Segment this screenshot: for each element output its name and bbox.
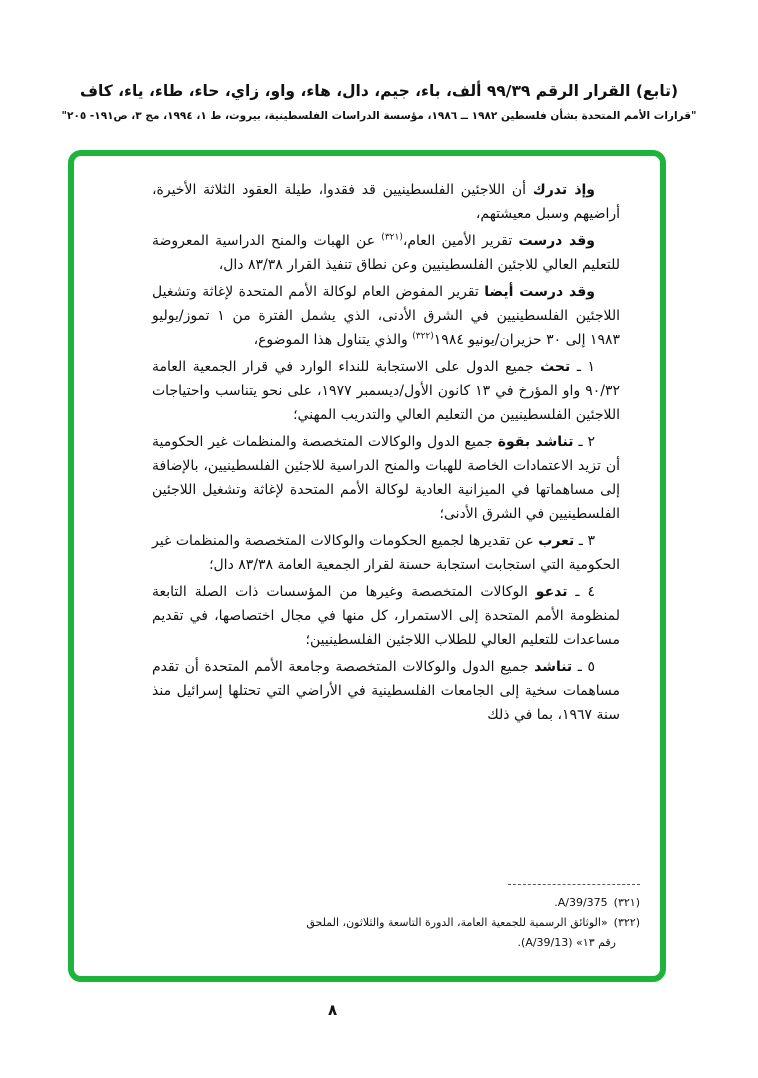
item-number: ٣ ـ (578, 533, 595, 549)
doc-header (0, 82, 758, 122)
paragraph-text: تقرير المفوض العام لوكالة الأمم المتحدة لإغاثة وتشغيل اللاجئين الفلسطينيين في الشرق الأدنى، الذي يشمل الفترة من ١ تموز/يوليو ١٩٨٣ إلى ٣٠ حزيران/يونيو ١٩٨٤ (152, 284, 620, 348)
content-frame (68, 150, 666, 982)
footnote-ref-321: (٣٢١) (381, 232, 403, 243)
paragraph-lead: وقد درست (518, 233, 595, 249)
resolution-title: (تابع) القرار الرقم ٩٩/٣٩ ألف، باء، جيم، دال، هاء، واو، زاي، حاء، طاء، ياء، كاف (79, 82, 679, 100)
item-text: جميع الدول والوكالات المتخصصة وجامعة الأمم المتحدة أن تقدم مساهمات سخية إلى الجامعات الفلسطينية في الأراضي التي تحتلها إسرائيل منذ سنة ١٩٦٧، بما في ذلك (152, 659, 620, 723)
item-number: ١ ـ (576, 359, 595, 375)
preamble-paragraph (152, 178, 620, 226)
paragraph-text: أن اللاجئين الفلسطينيين قد فقدوا، طيلة العقود الثلاثة الأخيرة، أراضيهم وسبل معيشتهم، (152, 182, 620, 222)
paragraph-lead: وإذ تدرك (532, 182, 596, 198)
preamble-paragraph (152, 280, 620, 352)
footnote-text: A/39/375. (554, 896, 608, 909)
item-number: ٥ ـ (577, 659, 595, 675)
resolution-item (152, 655, 620, 727)
footnote-separator (508, 884, 640, 885)
item-text: جميع الدول على الاستجابة للنداء الوارد في قرار الجمعية العامة ٩٠/٣٢ واو المؤرخ في ١٣ كانون الأول/ديسمبر ١٩٧٧، على نحو يتناسب واحتياجات اللاجئين الفلسطينيين من التعليم العالي والتدريب المهني؛ (152, 359, 620, 423)
item-lead: تدعو (535, 584, 568, 600)
item-lead: تحث (540, 359, 571, 375)
item-text: جميع الدول والوكالات المتخصصة والمنظمات غير الحكومية أن تزيد الاعتمادات الخاصة للهبات والمنح الدراسية للاجئين الفلسطينيين، بالإضافة إلى مساهماتها في الميزانية العادية لوكالة الأمم المتحدة لإغاثة وتشغيل اللاجئين الفلسطينيين في الشرق الأدنى؛ (152, 434, 620, 522)
paragraph-lead: وقد درست أيضا (484, 284, 595, 300)
footnote-item (288, 913, 640, 953)
source-citation-line: "قرارات الأمم المتحدة بشأن فلسطين ١٩٨٢ ــ ١٩٨٦، مؤسسة الدراسات الفلسطينية، بيروت، ط ١، ١٩٩٤، مج ٣، ص١٩١- ٢٠٥" (61, 110, 697, 122)
item-text: عن تقديرها لجميع الحكومات والوكالات المتخصصة والمنظمات غير الحكومية التي استجابت استجابة حسنة لقرار الجمعية العامة ٨٣/٣٨ دال؛ (152, 533, 620, 573)
item-text: الوكالات المتخصصة وغيرها من المؤسسات ذات الصلة التابعة لمنظومة الأمم المتحدة إلى الاستمرار، كل منها في مجال اختصاصها، في تقديم مساعدات للتعليم العالي للطلاب اللاجئين الفلسطينيين؛ (152, 584, 620, 648)
resolution-text (152, 178, 620, 730)
resolution-item (152, 580, 620, 652)
paragraph-text: والذي يتناول هذا الموضوع، (253, 332, 408, 348)
resolution-item (152, 430, 620, 526)
item-number: ٢ ـ (578, 434, 595, 450)
footnote-marker: (٣٢١) (613, 896, 640, 909)
item-number: ٤ ـ (575, 584, 595, 600)
footnote-text: «الوثائق الرسمية للجمعية العامة، الدورة التاسعة والثلاثون، الملحق رقم ١٣» (A/39/13). (306, 916, 616, 949)
resolution-item (152, 355, 620, 427)
footnote-item (288, 893, 640, 913)
item-lead: تناشد (534, 659, 573, 675)
footnote-marker: (٣٢٢) (613, 916, 640, 929)
page-number: ٨ (328, 1001, 338, 1019)
footnotes-section (288, 884, 640, 953)
preamble-paragraph (152, 229, 620, 277)
item-lead: تناشد بقوة (497, 434, 574, 450)
item-lead: تعرب (538, 533, 575, 549)
footnote-ref-322: (٣٢٢) (412, 331, 434, 342)
paragraph-text: عن الهبات والمنح الدراسية المعروضة للتعليم العالي للاجئين الفلسطينيين وعن نطاق تنفيذ القرار ٨٣/٣٨ دال، (152, 233, 620, 273)
resolution-item (152, 529, 620, 577)
paragraph-text: تقرير الأمين العام، (402, 233, 513, 249)
